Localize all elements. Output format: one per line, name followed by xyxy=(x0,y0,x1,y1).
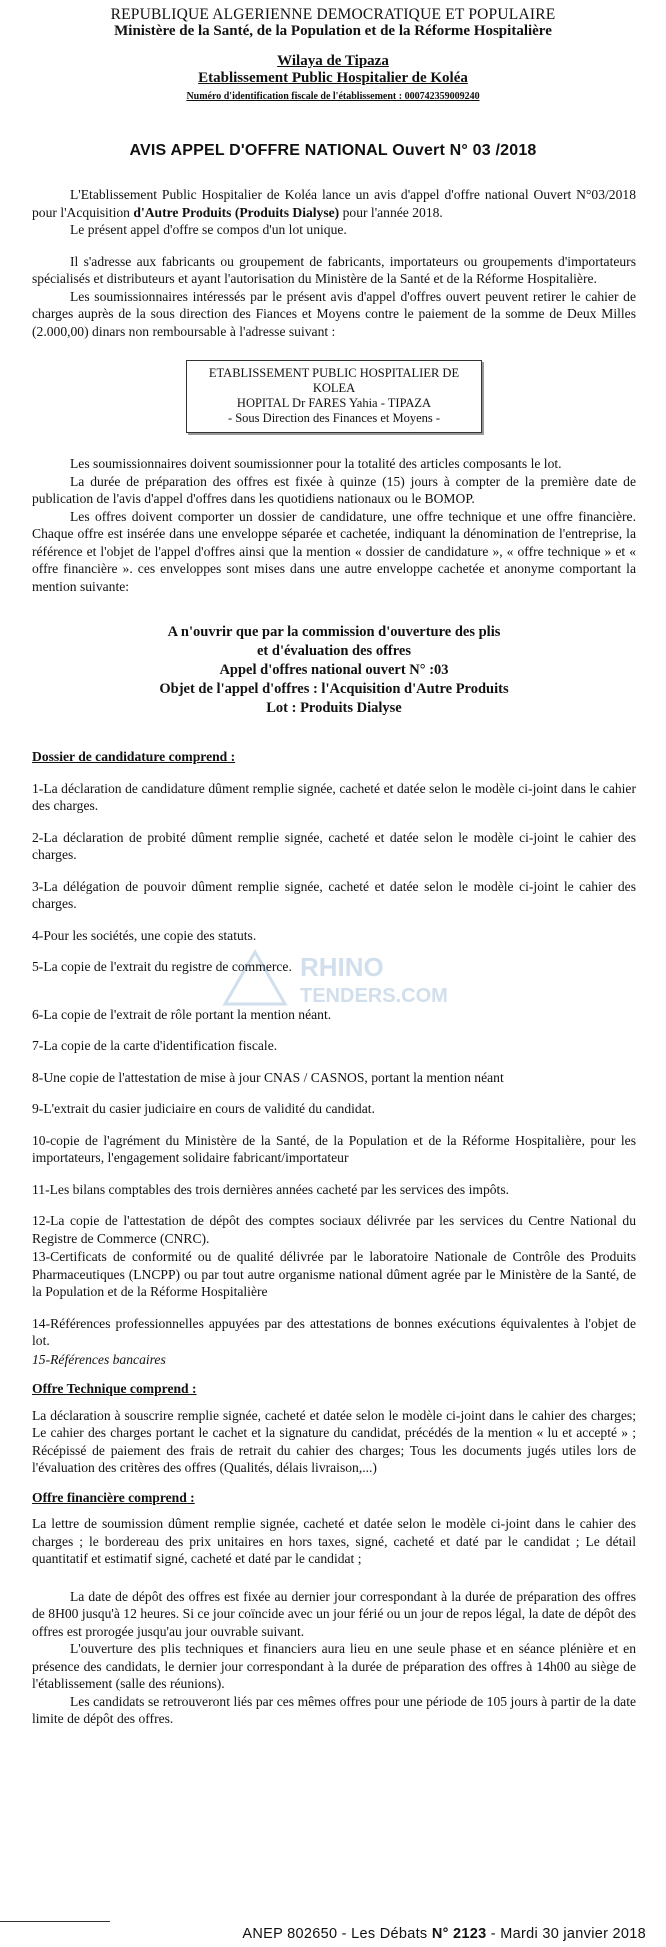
footer-divider xyxy=(0,1921,110,1922)
footer-date: - Mardi 30 janvier 2018 xyxy=(486,1926,646,1942)
dossier-item: 5-La copie de l'extrait du registre de commerce. xyxy=(32,959,292,974)
retrieval-paragraph: Les soumissionnaires intéressés par le présent avis d'appel d'offres ouvert peuvent retirer le cahier de charges auprès de la sous direction des Fiances et Moyens contre le paiement de la somme de Deux Milles (2.000,00) dinars non remboursable à l'adresse suivant : xyxy=(32,288,636,339)
technique-heading: Offre Technique comprend : xyxy=(32,1381,197,1396)
dossier-item: 1-La déclaration de candidature dûment remplie signée, cacheté et datée selon le modèle ci-joint dans le cahier des charges. xyxy=(32,780,636,813)
duration-paragraph: La durée de préparation des offres est fixée à quinze (15) jours à compter de la première date de publication de l'avis d'appel d'offres dans les quotidiens nationaux ou le BOMOP. xyxy=(32,473,636,506)
dossier-item: 9-L'extrait du casier judiciaire en cours de validité du candidat. xyxy=(32,1101,375,1116)
footer-issue-number: N° 2123 xyxy=(431,1926,487,1942)
republic-line: REPUBLIQUE ALGERIENNE DEMOCRATIQUE ET POPULAIRE xyxy=(110,6,556,23)
watermark-line-1: RHINO xyxy=(300,952,384,982)
dossier-item: 8-Une copie de l'attestation de mise à jour CNAS / CASNOS, portant la mention néant xyxy=(32,1069,504,1085)
dossier-item: 12-La copie de l'attestation de dépôt des comptes sociaux délivrée par les services du Centre National du Registre de Commerce (CNRC). xyxy=(32,1213,636,1246)
dossier-item: 11-Les bilans comptables des trois dernières années cacheté par les services des impôts. xyxy=(32,1181,510,1197)
address-line-3: - Sous Direction des Finances et Moyens - xyxy=(227,411,441,425)
watermark-line-2: TENDERS.COM xyxy=(300,985,448,1007)
establishment-line: Etablissement Public Hospitalier de Koléa xyxy=(198,70,468,86)
technique-text: La déclaration à souscrire remplie signée, cacheté et datée selon le modèle ci-joint dans le cahier des charges; Le cahier des charges portant le cachet et la signature du candidat, précédés de la mention « lu et accepté » ; Récépissé de paiement des frais de retrait du cahier des charges; Tous les documents jugés utiles lors de l'évaluation des critères des offres (Qualités, délais livraison,...) xyxy=(32,1407,636,1475)
dossier-item: 2-La déclaration de probité dûment remplie signée, cacheté et datée selon le modèle ci-joint le cahier des charges. xyxy=(32,829,636,862)
lot-paragraph: Le présent appel d'offre se compos d'un lot unique. xyxy=(70,222,347,237)
mention-line-5: Lot : Produits Dialyse xyxy=(266,700,402,716)
opening-paragraph: L'ouverture des plis techniques et financiers aura lieu en une seule phase et en séance plénière et en présence des candidats, le dernier jour correspondant à la durée de préparation des offres à 14h00 au siège de l'établissement (salle des réunions). xyxy=(32,1641,636,1691)
mention-line-4: Objet de l'appel d'offres : l'Acquisition d'Autre Produits xyxy=(159,681,509,697)
dossier-heading: Dossier de candidature comprend : xyxy=(32,749,236,764)
address-line-1: ETABLISSEMENT PUBLIC HOSPITALIER DE KOLEA xyxy=(208,366,460,395)
mention-line-1: A n'ouvrir que par la commission d'ouverture des plis xyxy=(167,624,501,640)
eligibility-paragraph: Il s'adresse aux fabricants ou groupement de fabricants, importateurs ou groupements d'importateurs spécialisés et distributeurs et ayant l'autorisation du Ministère de la Santé et de la Réforme Hospitalière. xyxy=(32,253,636,286)
dossier-item: 6-La copie de l'extrait de rôle portant la mention néant. xyxy=(32,1006,332,1022)
intro-text-c: pour l'année 2018. xyxy=(339,204,443,220)
dossier-item: 14-Références professionnelles appuyées par des attestations de bonnes exécutions équivalentes à l'objet de lot. xyxy=(32,1315,636,1348)
mention-line-2: et d'évaluation des offres xyxy=(257,643,411,659)
financiere-heading: Offre financière comprend : xyxy=(32,1489,195,1505)
validity-paragraph: Les candidats se retrouveront liés par ces mêmes offres pour une période de 105 jours à partir de la date limite de dépôt des offres. xyxy=(32,1693,636,1726)
address-line-2: HOPITAL Dr FARES Yahia - TIPAZA xyxy=(236,396,432,410)
publication-footer xyxy=(0,1925,666,1943)
dossier-item: 7-La copie de la carte d'identification fiscale. xyxy=(32,1038,278,1053)
financiere-text: La lettre de soumission dûment remplie signée, cacheté et datée selon le modèle ci-joint dans le cahier des charges ; le bordereau des prix unitaires en hors taxes, signé, cacheté et daté par le candidat ; Le détail quantitatif et estimatif signé, cacheté et daté par le candidat ; xyxy=(32,1516,636,1566)
address-box xyxy=(186,360,482,433)
notice-body xyxy=(0,186,666,1728)
ministry-line: Ministère de la Santé, de la Population et de la Réforme Hospitalière xyxy=(114,23,552,39)
intro-text-a: L'Etablissement Public Hospitalier de Koléa lance un avis d'appel d'offre national Ouvert N°03/2018 pour l'Acquisition xyxy=(32,187,636,220)
totality-paragraph: Les soumissionnaires doivent soumissionner pour la totalité des articles composants le lot. xyxy=(70,456,562,471)
mention-line-3: Appel d'offres national ouvert N° :03 xyxy=(219,662,449,678)
envelope-paragraph: Les offres doivent comporter un dossier de candidature, une offre technique et une offre financière. Chaque offre est insérée dans une enveloppe séparée et cachetée, indiquant la dénomination de l'entreprise, la référence et l'objet de l'appel d'offres ainsi que la mention « dossier de candidature », « offre technique » et « offre financière ». ces enveloppes sont mises dans une autre enveloppe cachetée et anonyme comportant la mention suivante: xyxy=(32,508,636,594)
intro-product: d'Autre Produits (Produits Dialyse) xyxy=(133,204,340,220)
dossier-item: 4-Pour les sociétés, une copie des statuts. xyxy=(32,927,257,943)
tax-id-line: Numéro d'identification fiscale de l'établissement : 000742359009240 xyxy=(186,91,480,102)
dossier-list xyxy=(32,780,636,1369)
document-header xyxy=(0,6,666,105)
dossier-item: 15-Références bancaires xyxy=(32,1351,166,1367)
deposit-paragraph: La date de dépôt des offres est fixée au dernier jour correspondant à la durée de préparation des offres de 8H00 jusqu'à 12 heures. Si ce jour coïncide avec un jour férié ou un jour de repos légal, la date de dépôt des offres est prorogée jusqu'au jour ouvrable suivant. xyxy=(32,1588,636,1639)
notice-title: AVIS APPEL D'OFFRE NATIONAL Ouvert N° 03 /2018 xyxy=(129,142,537,159)
dossier-item: 13-Certificats de conformité ou de qualité délivrée par le laboratoire Nationale de Contrôle des Produits Pharmaceutiques (LNCPP) ou par tout autre organisme national dûment agrée par le Ministère de la Santé, de la Population et de la Réforme Hospitalière xyxy=(32,1249,636,1299)
footer-prefix: ANEP 802650 - Les Débats xyxy=(242,1926,432,1942)
envelope-mention xyxy=(32,623,636,718)
dossier-item: 10-copie de l'agrément du Ministère de la Santé, de la Population et de la Réforme Hospitalière, pour les importateurs, l'engagement solidaire fabricant/importateur xyxy=(32,1132,636,1165)
dossier-item: 3-La délégation de pouvoir dûment remplie signée, cacheté et datée selon le modèle ci-joint le cahier des charges. xyxy=(32,878,636,911)
intro-paragraph xyxy=(32,186,636,221)
wilaya-line: Wilaya de Tipaza xyxy=(277,53,389,69)
